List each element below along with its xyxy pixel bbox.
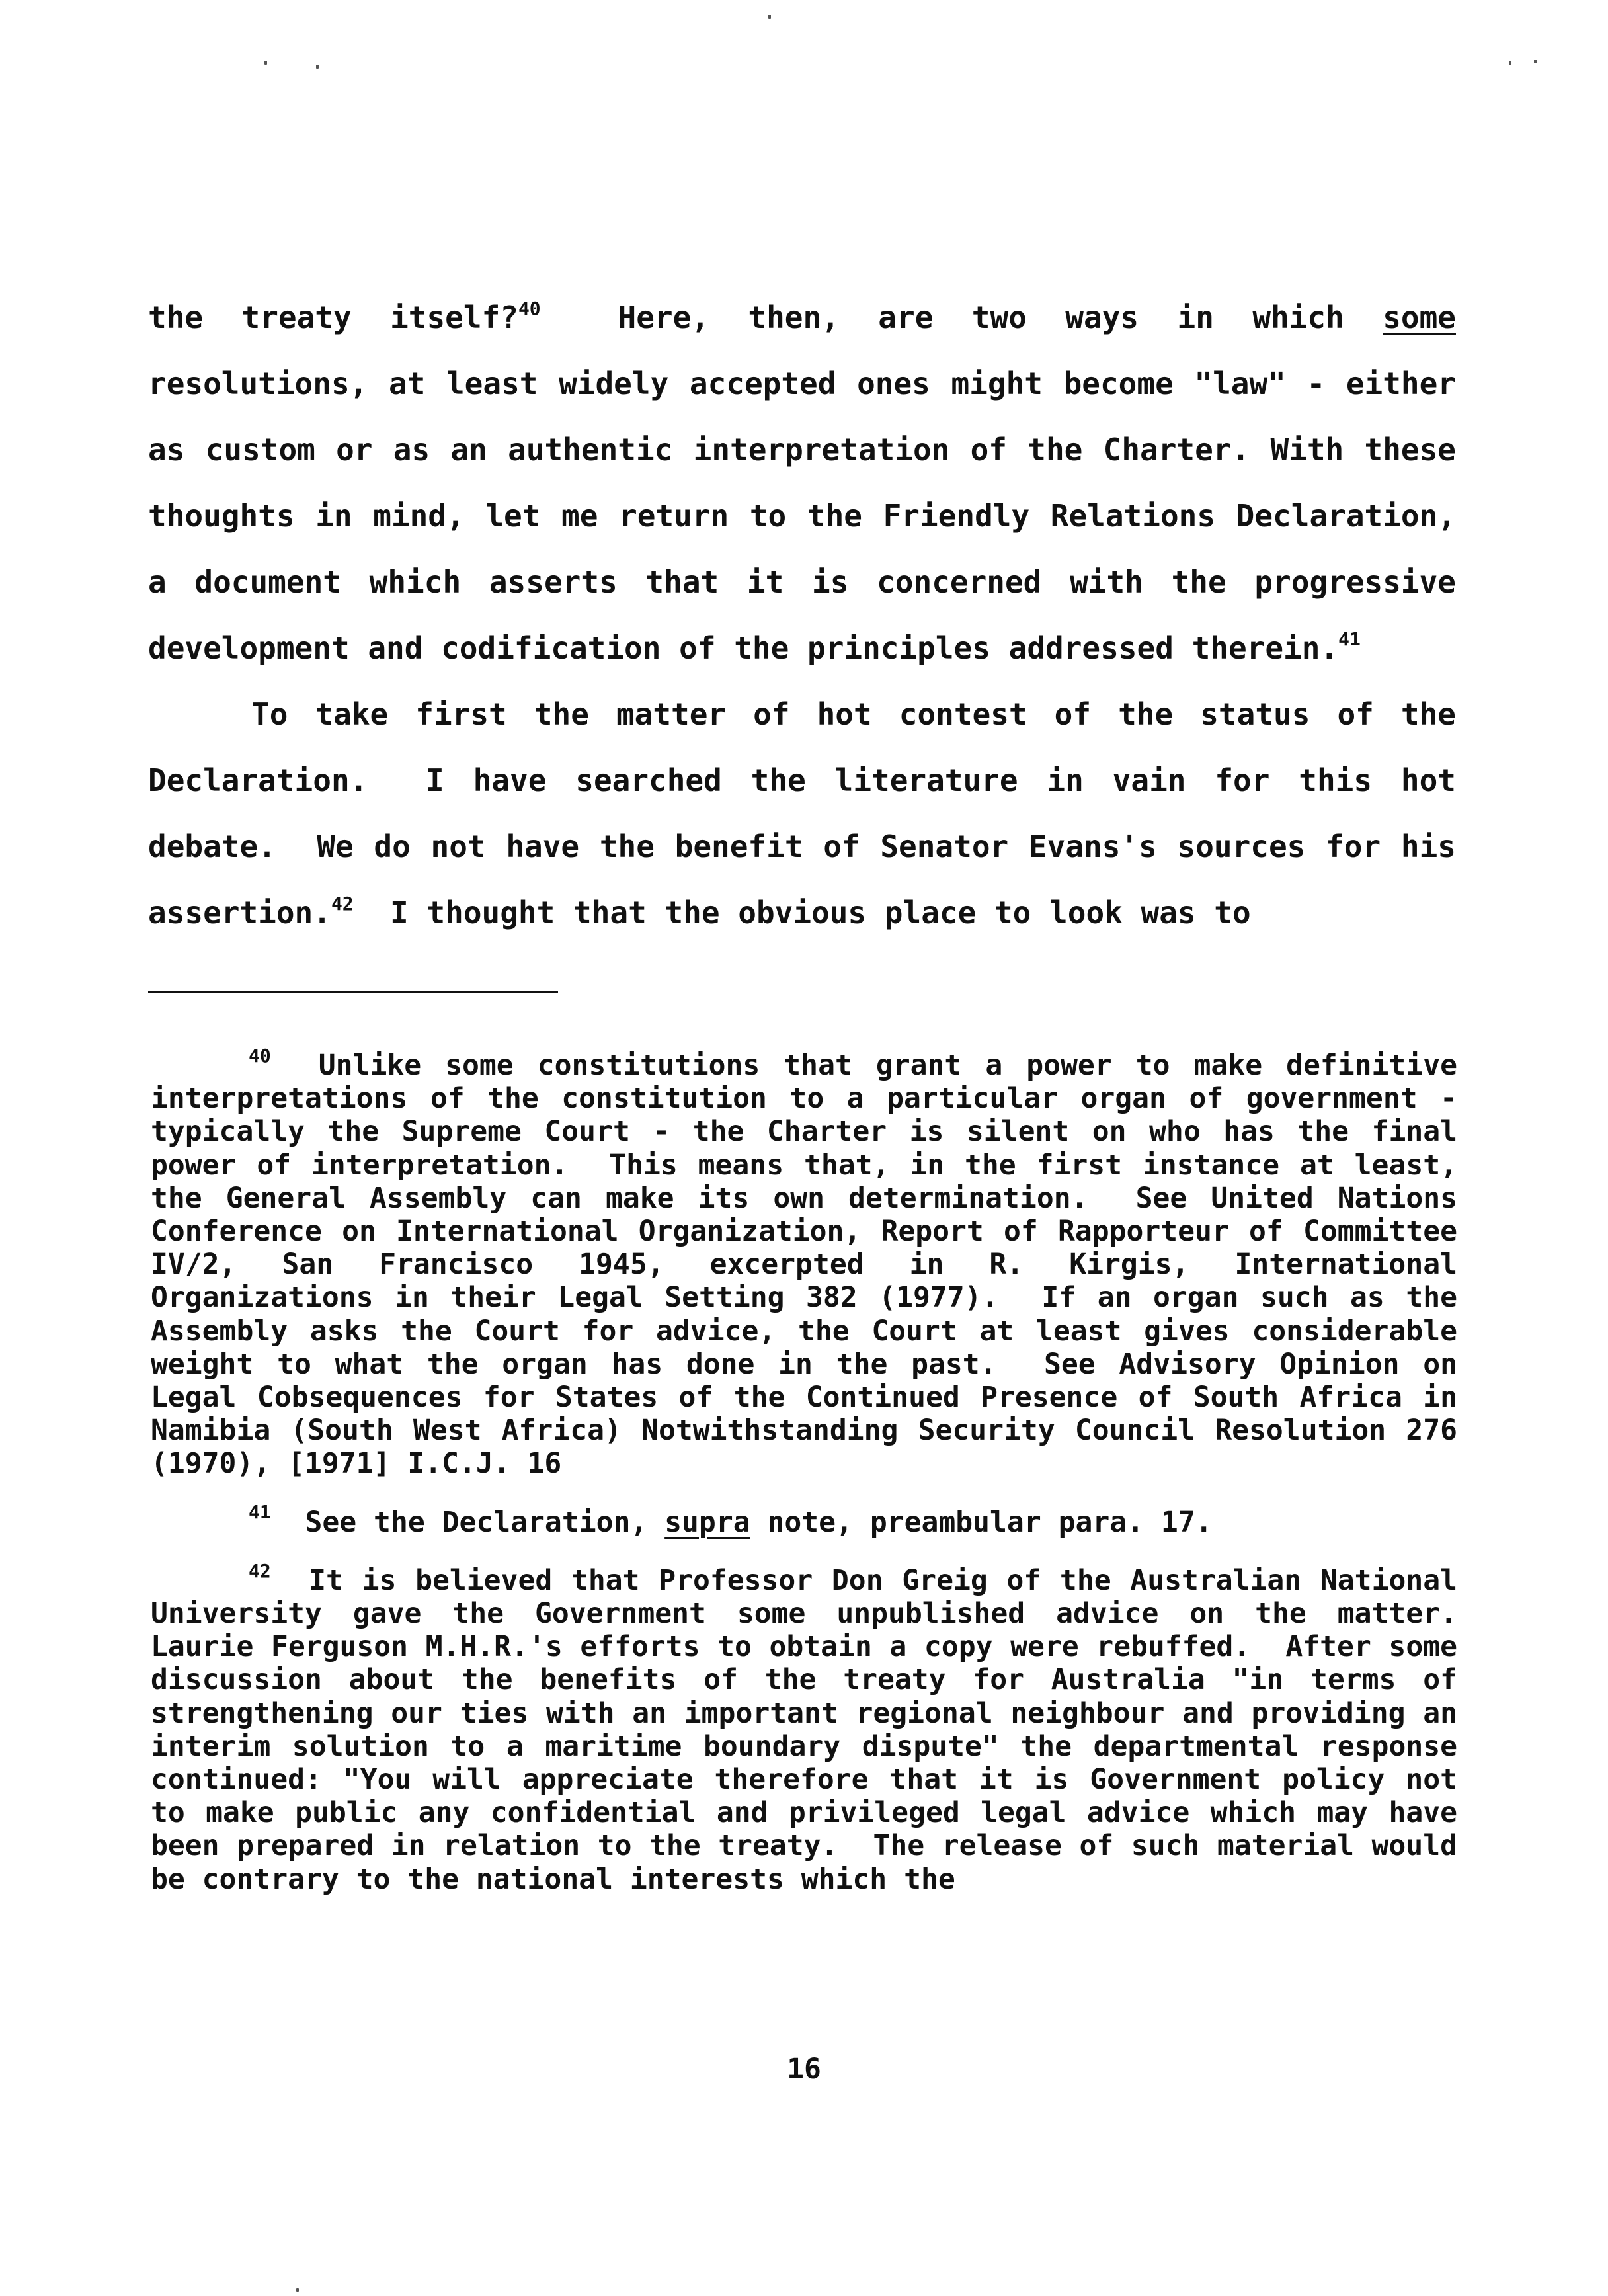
body-text (148, 284, 1474, 946)
page-number: 16 (787, 2053, 821, 2086)
scan-speck (1534, 60, 1537, 63)
footnote-ref: 42 (331, 892, 354, 915)
text-run: I thought that the obvious place to look was to (353, 895, 1251, 930)
text-run: Here, then, are two ways in which (540, 300, 1383, 335)
emphasis-underline: supra (664, 1505, 750, 1539)
footnote-number: 41 (249, 1501, 271, 1524)
paragraph (148, 681, 1474, 946)
scan-speck (296, 2288, 299, 2292)
footnote-41 (151, 1501, 1457, 1539)
scan-speck (264, 61, 267, 65)
text-run: To take first the matter of hot contest of the status of the Declaration. I have searched the literature in vain for this hot debate. We do not have the benefit of Senator Evans's sources for his assertion. (148, 696, 1474, 930)
footnote-42 (151, 1559, 1492, 1896)
footnote-text: See the Declaration, (305, 1505, 665, 1539)
footnote-separator (148, 991, 558, 993)
paragraph (148, 284, 1456, 681)
scan-speck (1509, 61, 1511, 65)
text-run: the treaty itself? (148, 300, 518, 335)
footnote-ref: 40 (518, 297, 541, 319)
footnote-ref: 41 (1338, 628, 1361, 650)
footnotes (151, 1044, 1492, 1921)
emphasis-underline: some (1383, 300, 1456, 335)
footnote-text: note, preambular para. 17. (750, 1505, 1213, 1539)
text-run: resolutions, at least widely accepted ones might become "law" - either as custom or as an authentic interpretation of the Charter. With these thoughts in mind, let me return to the Friendly Relations Declaration, a document which asserts that it is concerned with the progressive development and codification of the principles addressed therein. (148, 366, 1456, 666)
footnote-text: It is believed that Professor Don Greig of the Australian National University gave the Government some unpublished advice on the matter. Laurie Ferguson M.H.R.'s efforts to obtain a copy were rebuffed. After some discussion about the benefits of the treaty for Australia "in terms of strengthening our ties with an important regional neighbour and providing an interim solution to a maritime boundary dispute" the departmental response continued: "You will appreciate therefore that it is Government policy not to make public any confidential and privileged legal advice which may have been prepared in relation to the treaty. The release of such material would be contrary to the national interests which the (151, 1563, 1492, 1896)
scan-speck (316, 65, 319, 69)
scan-speck (768, 15, 771, 19)
footnote-text: Unlike some constitutions that grant a power to make definitive interpretations of the constitution to a particular organ of government - typically the Supreme Court - the Charter is silent on who has the final power of interpretation. This means that, in the first instance at least, the General Assembly can make its own determination. See United Nations Conference on International Organization, Report of Rapporteur of Committee IV/2, San Francisco 1945, excerpted in R. Kirgis, International Organizations in their Legal Setting 382 (1977). If an organ such as the Assembly asks the Court for advice, the Court at least gives considerable weight to what the organ has done in the past. See Advisory Opinion on Legal Cobsequences for States of the Continued Presence of South Africa in Namibia (South West Africa) Notwithstanding Security Council Resolution 276 (1970), [1971] I.C.J. 16 (151, 1049, 1474, 1481)
footnote-40 (151, 1044, 1474, 1481)
footnote-number: 42 (249, 1559, 271, 1582)
footnote-number: 40 (249, 1044, 271, 1067)
